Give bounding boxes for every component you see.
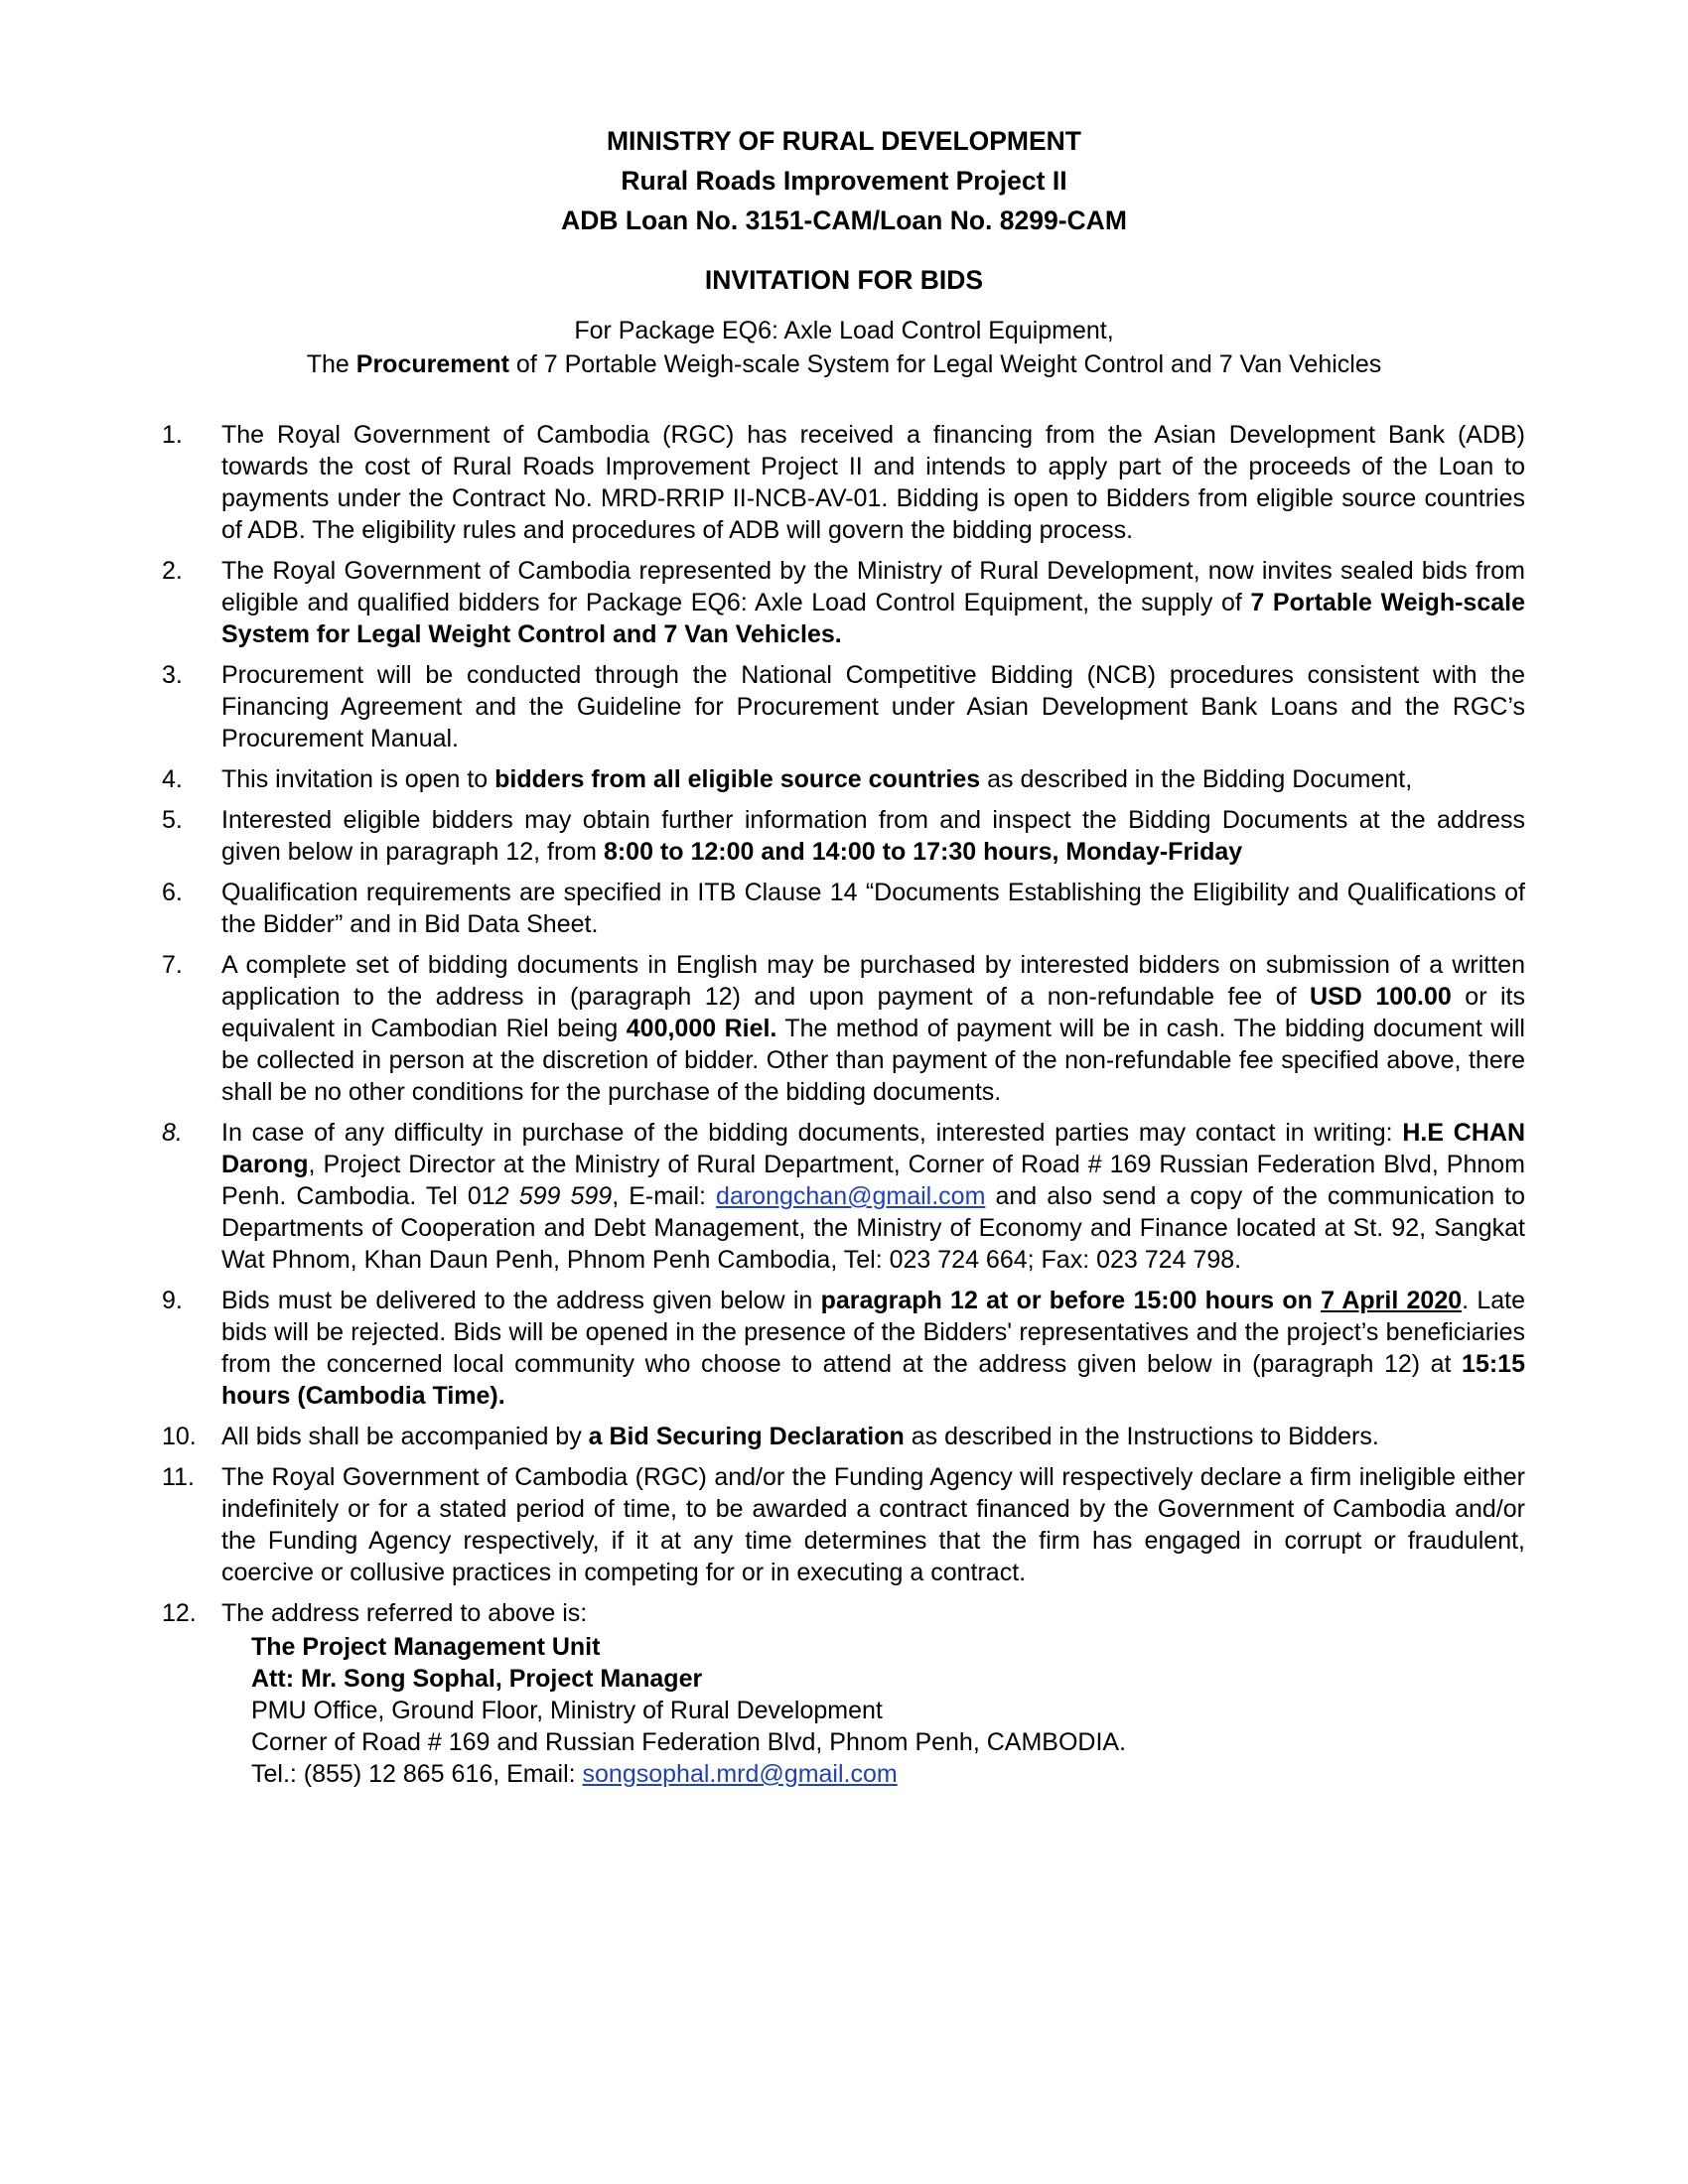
item-text: The Royal Government of Cambodia (RGC) and/or the Funding Agency will respectively declare a firm ineligible either indefinitely or for a stated period of time, to be awarded a contract financed by the Government of Cambodia and/or the Funding Agency respectively, if it at any time determines that the firm has engaged in corrupt or fraudulent, coercive or collusive practices in competing for or in executing a contract. [221, 1463, 1525, 1586]
list-item-6 [162, 877, 1525, 940]
list-item-10: 10. All bids shall be accompanied by a Bid Securing Declaration as described in the Instructions to Bidders. [162, 1423, 1379, 1450]
project-heading: Rural Roads Improvement Project II [621, 166, 1067, 196]
item-number: 7. [162, 951, 183, 979]
item-number: 12. [162, 1599, 197, 1627]
address-unit: The Project Management Unit [251, 1633, 601, 1661]
list-item-8: 8. In case of any difficulty in purchase of the bidding documents, interested parties may contact in writing: H.E CHAN Darong, Project Director at the Ministry of Rural Department, Corner of Road # 169 Russian Federation Blvd, Phnom Penh. Cambodia. Tel 012 599 599, E-mail: darongchan@gmail.com and also send a copy of the communication to Departments of Cooperation and Debt Management, the Ministry of Economy and Finance located at St. 92, Sangkat Wat Phnom, Khan Daun Penh, Phnom Penh Cambodia, Tel: 023 724 664; Fax: 023 724 798. [162, 1119, 1526, 1274]
loan-heading: ADB Loan No. 3151-CAM/Loan No. 8299-CAM [561, 205, 1127, 235]
item-number: 4. [162, 765, 183, 793]
item-number: 10. [162, 1423, 197, 1450]
list-item-2: 2. The Royal Government of Cambodia represented by the Ministry of Rural Development, now invites sealed bids from eligible and qualified bidders for Package EQ6: Axle Load Control Equipment, the supply of 7 Portable Weigh-scale System for Legal Weight Control and 7 Van Vehicles. [162, 557, 1525, 648]
item-number: 5. [162, 806, 183, 834]
item-number: 3. [162, 661, 183, 689]
list-item-3 [162, 659, 1525, 754]
address-line-1: PMU Office, Ground Floor, Ministry of Rural Development [251, 1697, 883, 1724]
list-item-4: 4. This invitation is open to bidders from all eligible source countries as described in the Bidding Document, [162, 765, 1413, 793]
item-number: 8. [162, 1119, 183, 1147]
address-block [221, 1631, 1525, 1790]
address-contact: Tel.: (855) 12 865 616, Email: songsophal.mrd@gmail.com [251, 1760, 898, 1788]
list-item-5: 5. Interested eligible bidders may obtain further information from and inspect the Bidding Documents at the address given below in paragraph 12, from 8:00 to 12:00 and 14:00 to 17:30 hours, Monday-Friday [162, 806, 1525, 866]
item-number: 6. [162, 879, 183, 906]
item-text: The Royal Government of Cambodia (RGC) has received a financing from the Asian Development Bank (ADB) towards the cost of Rural Roads Improvement Project II and intends to apply part of the proceeds of the Loan to payments under the Contract No. MRD-RRIP II-NCB-AV-01. Bidding is open to Bidders from eligible source countries of ADB. The eligibility rules and procedures of ADB will govern the bidding process. [221, 421, 1525, 544]
package-subtitle: For Package EQ6: Axle Load Control Equipment, [574, 317, 1114, 344]
item-number: 9. [162, 1287, 183, 1314]
deadline-date: 7 April 2020 [1321, 1287, 1463, 1314]
item-number: 1. [162, 421, 183, 449]
list-item-11 [162, 1461, 1525, 1588]
numbered-list [162, 419, 1525, 1799]
list-item-12 [162, 1597, 1525, 1790]
procurement-subtitle: The Procurement of 7 Portable Weigh-scale System for Legal Weight Control and 7 Van Vehicles [306, 350, 1382, 378]
item-number: 2. [162, 557, 183, 585]
item-number: 11. [162, 1463, 195, 1491]
director-email-link[interactable]: darongchan@gmail.com [716, 1182, 986, 1210]
item-text: Procurement will be conducted through the National Competitive Bidding (NCB) procedures consistent with the Financing Agreement and the Guideline for Procurement under Asian Development Bank Loans and the RGC’s Procurement Manual. [221, 661, 1525, 752]
list-item-9: 9. Bids must be delivered to the address given below in paragraph 12 at or before 15:00 hours on 7 April 2020. Late bids will be rejected. Bids will be opened in the presence of the Bidders' representatives and the project’s beneficiaries from the concerned local community who choose to attend at the address given below in (paragraph 12) at 15:15 hours (Cambodia Time). [162, 1287, 1525, 1410]
address-attention: Att: Mr. Song Sophal, Project Manager [251, 1665, 703, 1693]
list-item-1 [162, 419, 1525, 546]
pmu-email-link[interactable]: songsophal.mrd@gmail.com [582, 1760, 898, 1788]
address-line-2: Corner of Road # 169 and Russian Federation Blvd, Phnom Penh, CAMBODIA. [251, 1728, 1127, 1756]
list-item-7: 7. A complete set of bidding documents in English may be purchased by interested bidders on submission of a written application to the address in (paragraph 12) and upon payment of a non-refundable fee of USD 100.00 or its equivalent in Cambodian Riel being 400,000 Riel. The method of payment will be in cash. The bidding document will be collected in person at the discretion of bidder. Other than payment of the non-refundable fee specified above, there shall be no other conditions for the purchase of the bidding documents. [162, 951, 1526, 1106]
item-text: The address referred to above is: [221, 1599, 588, 1627]
document-title: INVITATION FOR BIDS [704, 265, 984, 295]
ministry-heading: MINISTRY OF RURAL DEVELOPMENT [606, 126, 1081, 156]
item-text: Qualification requirements are specified in ITB Clause 14 “Documents Establishing the Eligibility and Qualifications of the Bidder” and in Bid Data Sheet. [221, 879, 1525, 938]
